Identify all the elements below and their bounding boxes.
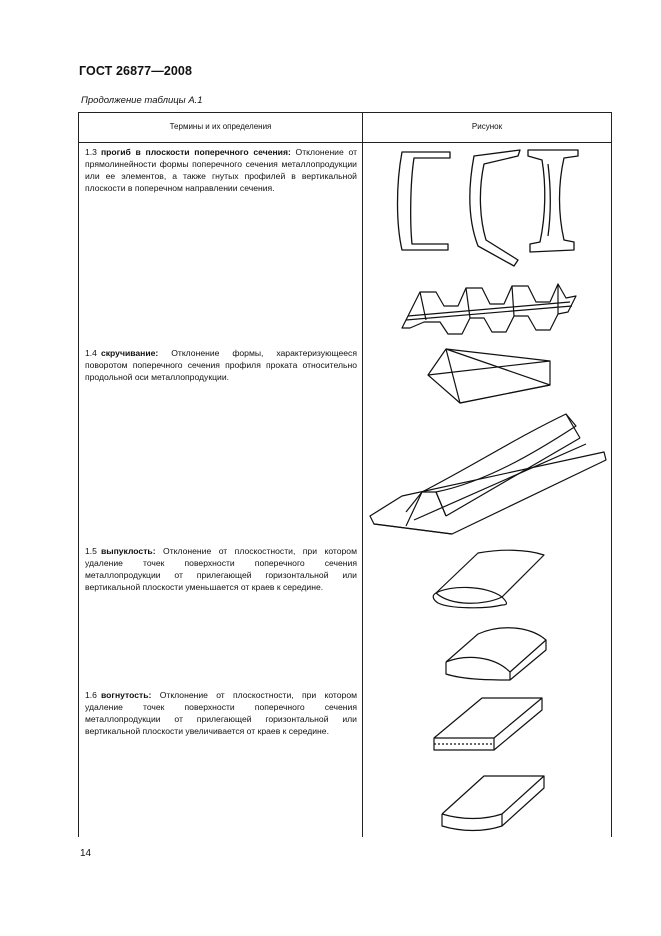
bent-profile-middle <box>470 150 520 266</box>
entry-definition: Отклонение от плоскостности, при котором удаление точек поверхности поперечного сечения металлопродукции от прилегающей горизонтальной или вертикальной плоскости уменьшается от краев к середине. <box>85 546 357 592</box>
entry-number: 1.6 <box>85 690 97 700</box>
entry-number: 1.4 <box>85 348 97 358</box>
page-number: 14 <box>80 848 92 859</box>
entry-term: скручивание: <box>100 348 159 358</box>
column-divider <box>362 112 363 837</box>
figure-concave-bar <box>436 770 552 832</box>
column-header-terms: Термины и их определения <box>169 122 272 131</box>
i-beam-profile-right <box>528 150 578 252</box>
entry-1-3 <box>85 146 357 194</box>
channel-profile-left <box>398 152 451 250</box>
figure-twisted-angle <box>366 408 610 540</box>
entry-number: 1.5 <box>85 546 97 556</box>
table-caption: Продолжение таблицы А.1 <box>81 95 203 106</box>
entry-term: прогиб в плоскости поперечного сечения: <box>100 147 291 157</box>
header-divider <box>78 142 612 143</box>
document-title: ГОСТ 26877—2008 <box>79 64 193 78</box>
entry-definition: Отклонение от плоскостности, при котором удаление точек поверхности поперечного сечения металлопродукции от прилегающей горизонтальной или вертикальной плоскости увеличивается от краев к середине. <box>85 690 358 736</box>
figure-deflected-profiles <box>388 144 588 272</box>
entry-term: выпуклость: <box>100 546 156 556</box>
entry-definition: Отклонение от прямолинейности формы поперечного сечения металлопродукции или ее элементов, а также гнутых профилей в вертикальной плоскости в поперечном направлении сечения. <box>85 147 358 193</box>
entry-1-4 <box>85 347 357 383</box>
entry-1-6 <box>85 689 357 737</box>
figure-concave-block <box>428 692 548 756</box>
figure-convex-bar <box>440 624 552 684</box>
figure-corrugated-sheet <box>396 276 580 336</box>
entry-definition: Отклонение формы, характеризующееся поворотом поперечного сечения профиля проката относительно продольной оси металлопродукции. <box>85 348 357 382</box>
entry-term: вогнутость: <box>100 690 152 700</box>
figure-twisted-bar <box>424 345 558 407</box>
column-header-figure: Рисунок <box>471 122 503 131</box>
entry-1-5 <box>85 545 357 593</box>
entry-number: 1.3 <box>85 147 97 157</box>
figure-convex-block <box>430 547 548 609</box>
